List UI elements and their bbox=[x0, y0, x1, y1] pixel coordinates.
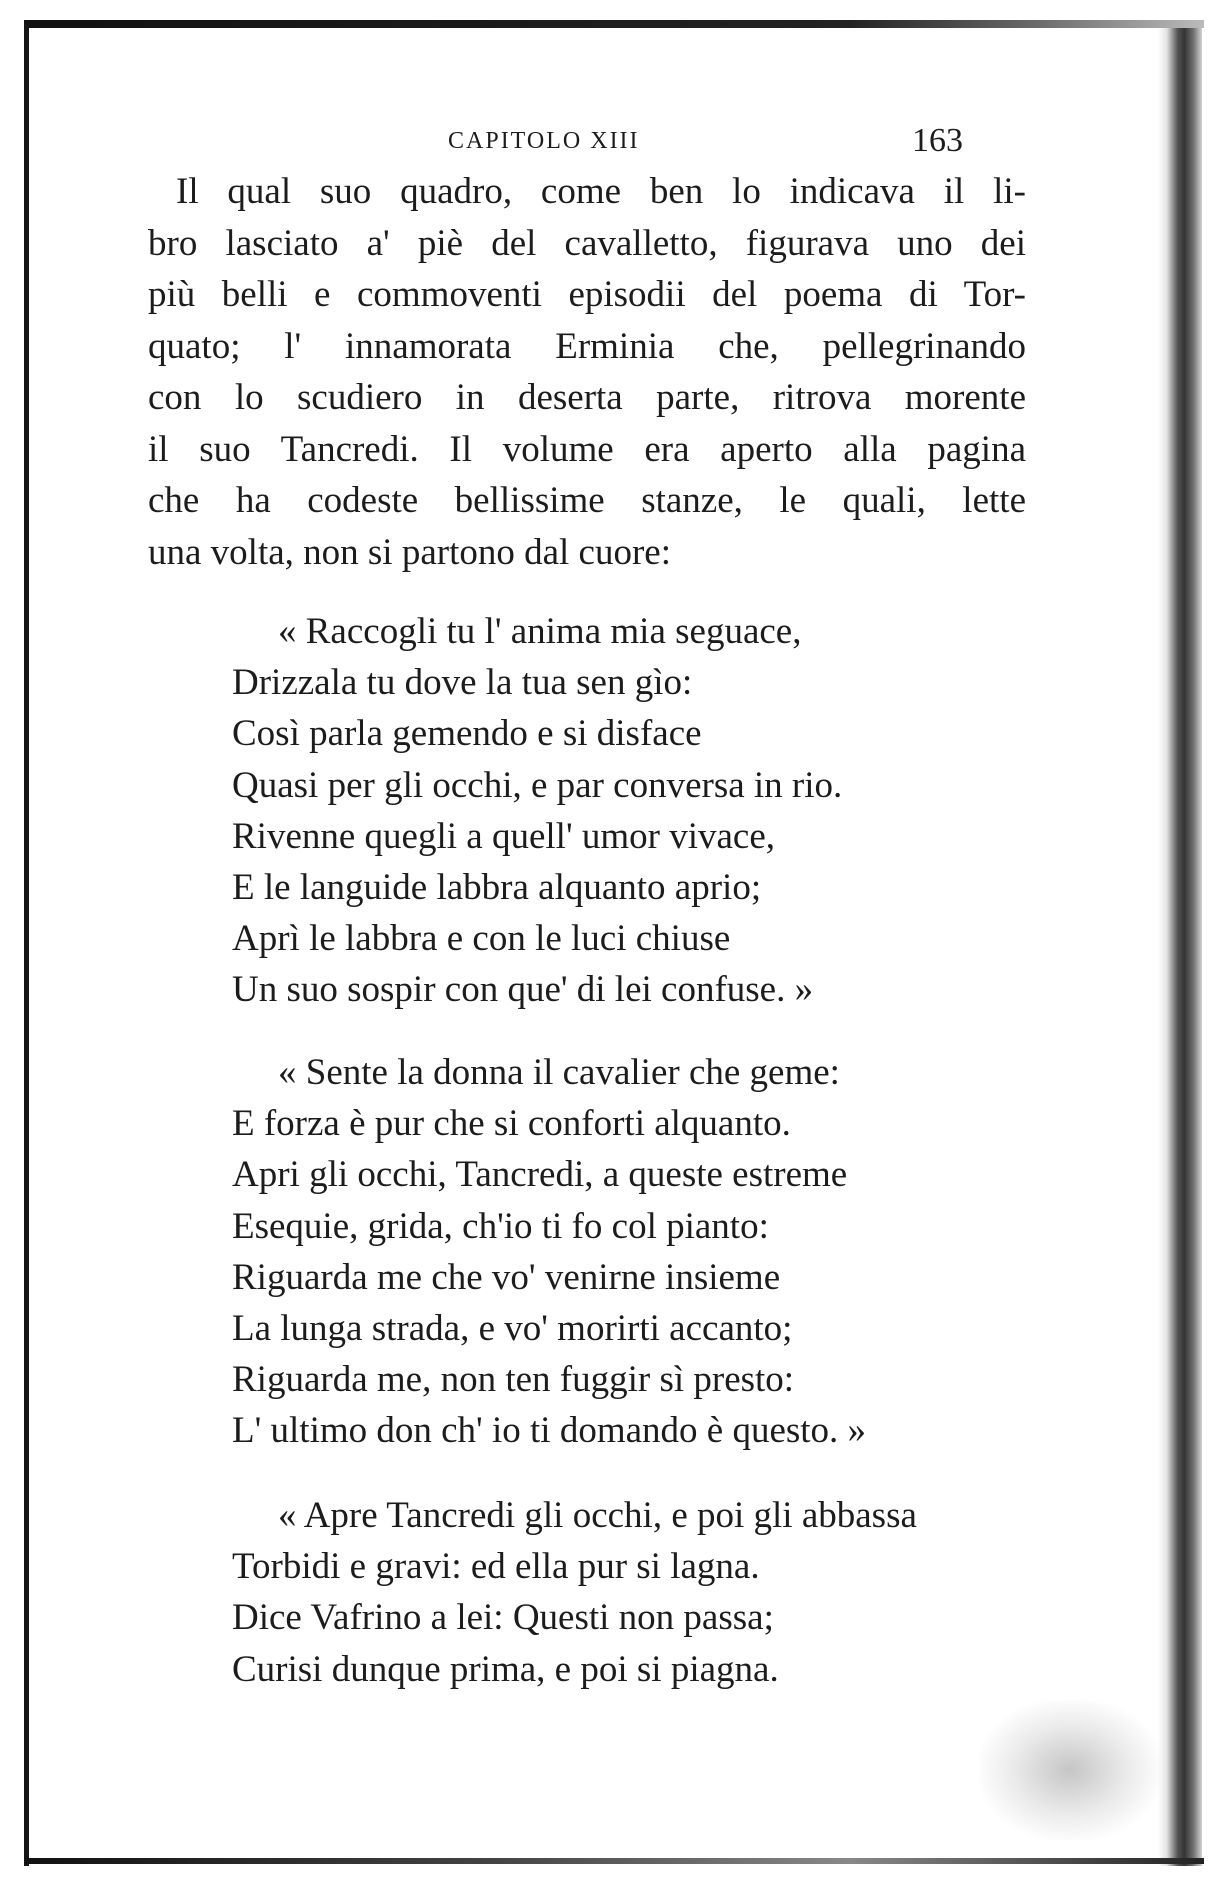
verse-line: Torbidi e gravi: ed ella pur si lagna. bbox=[232, 1546, 760, 1588]
verse-stanza-1 bbox=[232, 606, 842, 1016]
verse-line: Quasi per gli occhi, e par conversa in rio. bbox=[232, 764, 843, 806]
verse-line: Rivenne quegli a quell' umor vivace, bbox=[232, 815, 776, 857]
verse-line: Un suo sospir con que' di lei confuse. » bbox=[232, 969, 814, 1011]
prose-paragraph bbox=[148, 166, 1026, 578]
page-header bbox=[0, 122, 1224, 162]
verse-line: Esequie, grida, ch'io ti fo col pianto: bbox=[232, 1205, 769, 1247]
prose-line: che ha codeste bellissime stanze, le quali, lette bbox=[148, 480, 1026, 521]
verse-stanza-3 bbox=[232, 1490, 917, 1695]
prose-line: Il qual suo quadro, come ben lo indicava il li- bbox=[176, 171, 1026, 212]
scan-edge-left bbox=[24, 24, 29, 1866]
verse-line: « Apre Tancredi gli occhi, e poi gli abbassa bbox=[278, 1495, 917, 1536]
prose-line: bro lasciato a' piè del cavalletto, figurava uno dei bbox=[148, 222, 1026, 264]
scan-smudge bbox=[980, 1700, 1160, 1840]
verse-line: E forza è pur che si conforti alquanto. bbox=[232, 1103, 791, 1145]
verse-line: L' ultimo don ch' io ti domando è questo. » bbox=[232, 1410, 867, 1452]
verse-line: Curisi dunque prima, e poi si piagna. bbox=[232, 1648, 779, 1690]
verse-line: Riguarda me che vo' venirne insieme bbox=[232, 1256, 781, 1298]
prose-line: più belli e commoventi episodii del poema di Tor- bbox=[148, 274, 1026, 315]
verse-line: Drizzala tu dove la tua sen gìo: bbox=[232, 662, 693, 704]
verse-line: « Sente la donna il cavalier che geme: bbox=[278, 1052, 840, 1093]
prose-line: una volta, non si partono dal cuore: bbox=[148, 531, 672, 573]
prose-line: il suo Tancredi. Il volume era aperto alla pagina bbox=[148, 428, 1026, 470]
page-number: 163 bbox=[912, 122, 963, 159]
verse-line: Aprì le labbra e con le luci chiuse bbox=[232, 918, 731, 960]
prose-line: con lo scudiero in deserta parte, ritrova morente bbox=[148, 377, 1026, 418]
verse-line: La lunga strada, e vo' morirti accanto; bbox=[232, 1308, 793, 1350]
verse-line: Riguarda me, non ten fuggir sì presto: bbox=[232, 1359, 795, 1401]
scan-edge-top bbox=[24, 20, 1204, 28]
scan-edge-bottom bbox=[24, 1858, 1204, 1864]
verse-line: Dice Vafrino a lei: Questi non passa; bbox=[232, 1597, 774, 1639]
verse-line: E le languide labbra alquanto aprio; bbox=[232, 867, 762, 909]
running-head: CAPITOLO XIII bbox=[448, 128, 640, 154]
verse-stanza-2 bbox=[232, 1047, 866, 1457]
verse-line: « Raccogli tu l' anima mia seguace, bbox=[278, 611, 802, 652]
prose-line: quato; l' innamorata Erminia che, pellegrinando bbox=[148, 325, 1026, 367]
verse-line: Apri gli occhi, Tancredi, a queste estreme bbox=[232, 1154, 848, 1196]
scan-edge-right bbox=[1158, 28, 1202, 1866]
verse-line: Così parla gemendo e si disface bbox=[232, 713, 702, 755]
